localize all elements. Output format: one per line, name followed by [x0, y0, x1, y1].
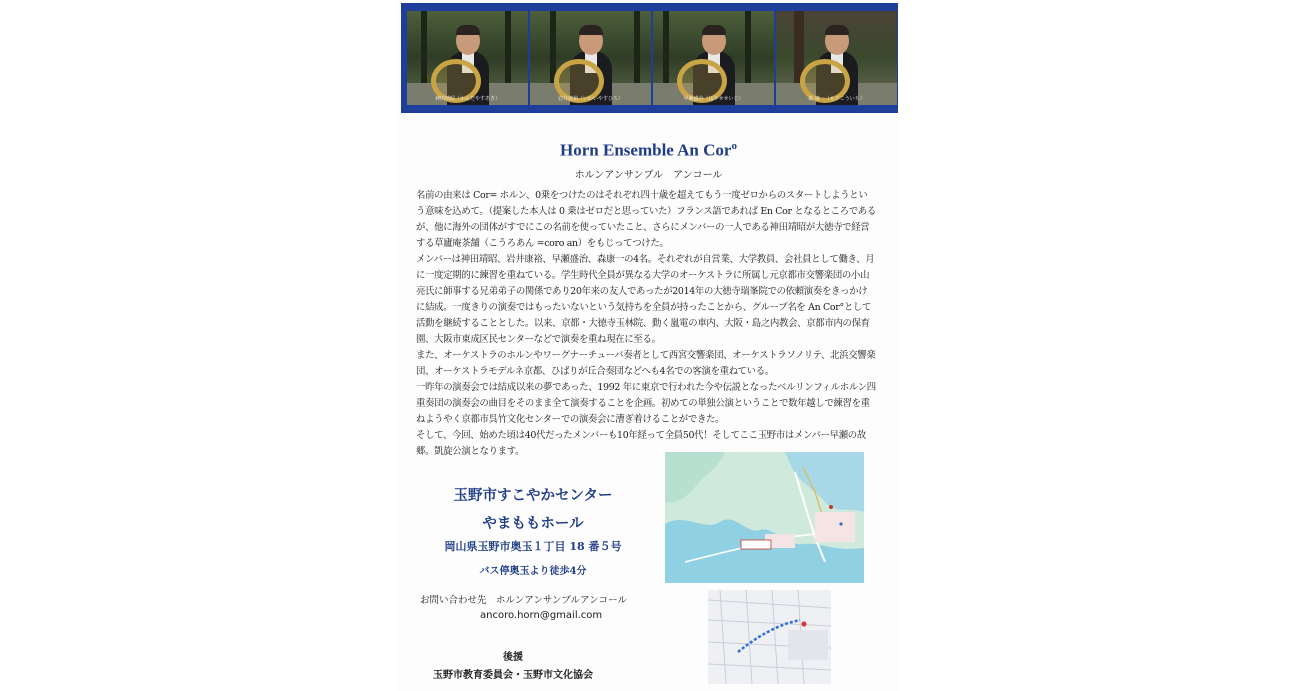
ensemble-title: Horn Ensemble An Cor$^o$ — [560, 140, 737, 160]
venue-address: 岡山県玉野市奥玉１丁目 18 番５号 — [444, 540, 622, 553]
member-caption: 早瀬盛治（はやせせいじ） — [683, 96, 744, 102]
detail-map-image — [708, 590, 831, 684]
paragraph-homecoming: そして、今回、始めた頃は40代だったメンバーも10年経って全員50代！そしてここ玉野市はメンバー早瀬の故郷。凱旋公演となります。 — [416, 430, 866, 457]
area-map — [665, 452, 864, 583]
detail-map — [708, 590, 831, 684]
member-photo-4 — [776, 11, 897, 105]
sponsor-label: 後援 — [503, 652, 523, 663]
member-photo-3 — [653, 11, 774, 105]
paragraph-origin: 名前の由来は Cor= ホルン、0乗をつけたのはそれぞれ四十歳を超えてもう一度ゼロからのスタートしようという意味を込めて。（提案した本人は 0 乗はゼロだと思っていた）フランス語であれば En Cor となるところであるが、他に海外の団体がすでにこの名前を使っていたこと、さらにメンバーの一人である神田靖昭が大徳寺で経営する草廬庵茶舗（こうろあん =coro an）をもじってつけた。 — [416, 190, 876, 249]
venue-access: バス停奥玉より徒歩4分 — [479, 566, 587, 577]
paragraph-members: メンバーは神田靖昭、岩井康裕、早瀬盛治、森康一の4名。それぞれが自営業、大学教員、会社員として働き、月に一度定期的に練習を重ねている。学生時代全員が異なる大学のオーケストラに所属し元京都市交響楽団の小山亮氏に師事する兄弟弟子の関係であり20年来の友人であったが2014年の大徳寺瑞峯院での依頼演奏をきっかけに結成。一度きりの演奏ではもったいないという気持ちを全員が持ったことから、グループ名を An Cor°として活動を継続することとした。以来、京都・大徳寺玉林院、動く嵐電の車内、大阪・島之内教会、京都市内の保育園、大阪市東成区民センターなどで演奏を重ね現在に至る。 — [416, 254, 875, 345]
member-caption: 神田靖昭（かんだやすあき） — [434, 96, 500, 102]
ensemble-subtitle: ホルンアンサンブル アンコール — [574, 170, 723, 181]
sponsor-names: 玉野市教育委員会・玉野市文化協会 — [433, 670, 593, 681]
venue-name: 玉野市すこやかセンター — [453, 487, 613, 504]
contact-label: お問い合わせ先 ホルンアンサンブルアンコール — [420, 595, 627, 606]
area-map-image — [665, 452, 864, 583]
paragraph-guest: また、オーケストラのホルンやワーグナーチューバ奏者として西宮交響楽団、オーケストラソノリテ、北浜交響楽団、オーケストラモデルネ京都、ひばりが丘合奏団などへも4名での客演を重ねている。 — [416, 350, 876, 377]
member-caption: 森 康一（もりこういち） — [808, 96, 865, 102]
member-photo-1 — [407, 11, 528, 105]
member-photo-strip — [401, 3, 898, 113]
paragraph-concert: 一昨年の演奏会では結成以来の夢であった、1992 年に東京で行われた今や伝説となったベルリンフィルホルン四重奏団の演奏会の曲目をそのまま全て演奏することを企画。初めての単独公演ということで数年越しで練習を重ねようやく京都市呉竹文化センターでの演奏会に漕ぎ着けることができた。 — [416, 382, 876, 425]
member-photo-2 — [530, 11, 651, 105]
contact-email[interactable]: ancoro.horn@gmail.com — [480, 610, 603, 621]
description-text — [416, 188, 876, 460]
member-caption: 岩井康裕（いわいやすひろ） — [557, 96, 623, 102]
hall-name: やまももホール — [482, 515, 584, 532]
